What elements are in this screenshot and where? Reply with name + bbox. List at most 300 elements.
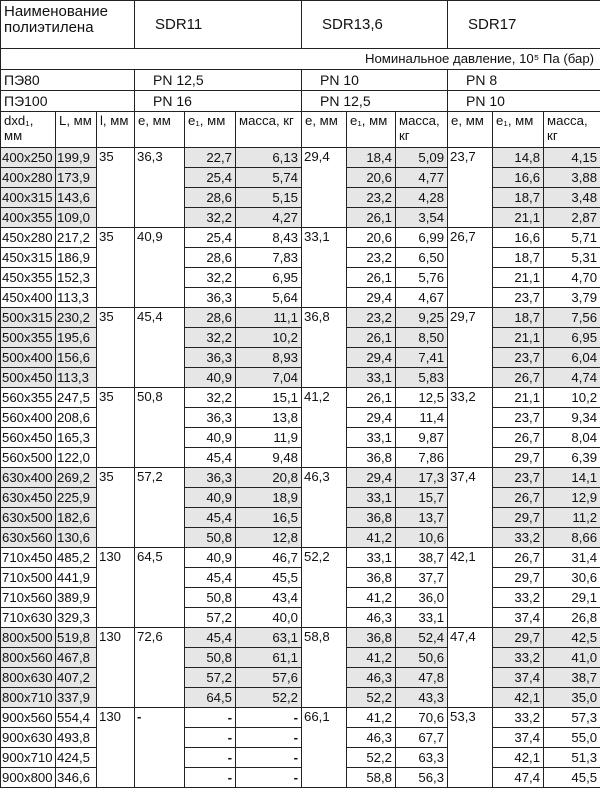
table-cell: 29,4 xyxy=(347,348,396,368)
table-cell: 61,1 xyxy=(236,648,302,668)
table-cell: 12,9 xyxy=(544,488,600,508)
table-cell: 560x450 xyxy=(1,428,56,448)
table-cell: 18,9 xyxy=(236,488,302,508)
table-cell: 40,0 xyxy=(236,608,302,628)
table-cell: 31,4 xyxy=(544,548,600,568)
table-cell: 46,3 xyxy=(347,608,396,628)
table-cell: 33,1 xyxy=(347,368,396,388)
table-cell: 33,2 xyxy=(493,708,544,728)
table-cell: 29,4 xyxy=(302,148,347,228)
column-header: масса, кг xyxy=(544,112,600,148)
table-cell: 25,4 xyxy=(185,168,236,188)
pe-name: ПЭ80 xyxy=(1,70,135,91)
table-cell: 28,6 xyxy=(185,248,236,268)
table-cell: 3,88 xyxy=(544,168,600,188)
table-cell: 630x500 xyxy=(1,508,56,528)
pe80-row xyxy=(1,70,600,91)
table-cell: - xyxy=(236,768,302,788)
table-cell: 389,9 xyxy=(56,588,97,608)
table-cell: 407,2 xyxy=(56,668,97,688)
table-cell: 182,6 xyxy=(56,508,97,528)
table-row xyxy=(1,568,600,588)
table-cell: 23,2 xyxy=(347,248,396,268)
table-cell: 247,5 xyxy=(56,388,97,408)
table-cell: 45,4 xyxy=(135,308,185,388)
table-row xyxy=(1,588,600,608)
table-cell: 143,6 xyxy=(56,188,97,208)
table-row xyxy=(1,548,600,568)
table-cell: 36,3 xyxy=(135,148,185,228)
table-cell: 199,9 xyxy=(56,148,97,168)
table-cell: 57,2 xyxy=(185,608,236,628)
table-cell: 195,6 xyxy=(56,328,97,348)
table-cell: - xyxy=(236,748,302,768)
column-header: масса, кг xyxy=(396,112,448,148)
table-cell: 450x315 xyxy=(1,248,56,268)
table-cell: 6,99 xyxy=(396,228,448,248)
pe-name: ПЭ100 xyxy=(1,91,135,112)
table-cell: 33,2 xyxy=(493,648,544,668)
table-cell: 15,1 xyxy=(236,388,302,408)
table-cell: 900x800 xyxy=(1,768,56,788)
table-cell: 50,8 xyxy=(185,648,236,668)
table-cell: 4,74 xyxy=(544,368,600,388)
table-cell: 32,2 xyxy=(185,388,236,408)
table-cell: 346,6 xyxy=(56,768,97,788)
table-cell: 7,83 xyxy=(236,248,302,268)
table-cell: 29,4 xyxy=(347,408,396,428)
table-row xyxy=(1,348,600,368)
table-cell: 18,7 xyxy=(493,188,544,208)
table-cell: 5,15 xyxy=(236,188,302,208)
table-row xyxy=(1,248,600,268)
table-cell: 38,7 xyxy=(396,548,448,568)
table-row xyxy=(1,208,600,228)
table-cell: 21,1 xyxy=(493,208,544,228)
table-cell: 450x400 xyxy=(1,288,56,308)
table-cell: 23,7 xyxy=(448,148,493,228)
table-row xyxy=(1,368,600,388)
table-cell: 8,43 xyxy=(236,228,302,248)
table-cell: 400x250 xyxy=(1,148,56,168)
table-cell: - xyxy=(185,708,236,728)
table-cell: 2,87 xyxy=(544,208,600,228)
table-cell: 36,8 xyxy=(347,448,396,468)
table-cell: 45,5 xyxy=(236,568,302,588)
table-cell: 7,56 xyxy=(544,308,600,328)
table-cell: 41,2 xyxy=(347,528,396,548)
table-cell: 560x355 xyxy=(1,388,56,408)
table-cell: 26,7 xyxy=(493,548,544,568)
pe-value: PN 12,5 xyxy=(135,70,302,91)
table-cell: 7,04 xyxy=(236,368,302,388)
table-cell: 450x355 xyxy=(1,268,56,288)
table-cell: 18,7 xyxy=(493,308,544,328)
table-cell: 5,83 xyxy=(396,368,448,388)
column-header-row xyxy=(1,112,600,148)
table-cell: 16,5 xyxy=(236,508,302,528)
table-cell: 400x280 xyxy=(1,168,56,188)
table-cell: 45,4 xyxy=(185,448,236,468)
table-cell: 41,2 xyxy=(302,388,347,468)
table-cell: 217,2 xyxy=(56,228,97,248)
table-cell: 36,8 xyxy=(347,568,396,588)
table-cell: 186,9 xyxy=(56,248,97,268)
table-cell: 23,7 xyxy=(493,468,544,488)
table-cell: 3,54 xyxy=(396,208,448,228)
table-cell: 26,7 xyxy=(493,368,544,388)
table-cell: 9,48 xyxy=(236,448,302,468)
table-row xyxy=(1,308,600,328)
table-cell: 554,4 xyxy=(56,708,97,728)
table-cell: 32,2 xyxy=(185,328,236,348)
table-cell: 21,1 xyxy=(493,388,544,408)
table-cell: 63,1 xyxy=(236,628,302,648)
table-cell: 500x400 xyxy=(1,348,56,368)
table-cell: 500x450 xyxy=(1,368,56,388)
table-cell: 3,48 xyxy=(544,188,600,208)
table-cell: 32,2 xyxy=(185,268,236,288)
table-row xyxy=(1,728,600,748)
table-cell: 467,8 xyxy=(56,648,97,668)
table-cell: 225,9 xyxy=(56,488,97,508)
column-header: e, мм xyxy=(448,112,493,148)
group-header-sdr11: SDR11 xyxy=(135,1,302,49)
table-cell: 113,3 xyxy=(56,368,97,388)
table-row xyxy=(1,688,600,708)
table-cell: 21,1 xyxy=(493,328,544,348)
table-cell: 38,7 xyxy=(544,668,600,688)
table-cell: 26,1 xyxy=(347,328,396,348)
table-row xyxy=(1,268,600,288)
table-cell: 29,7 xyxy=(448,308,493,388)
table-cell: 57,2 xyxy=(185,668,236,688)
table-cell: 10,2 xyxy=(236,328,302,348)
table-cell: 33,1 xyxy=(347,548,396,568)
table-cell: 6,95 xyxy=(236,268,302,288)
table-cell: 50,8 xyxy=(185,528,236,548)
table-cell: 800x630 xyxy=(1,668,56,688)
table-cell: 35 xyxy=(97,308,135,388)
table-cell: 37,4 xyxy=(493,608,544,628)
table-cell: 109,0 xyxy=(56,208,97,228)
table-cell: 35,0 xyxy=(544,688,600,708)
table-cell: 710x450 xyxy=(1,548,56,568)
table-cell: 41,2 xyxy=(347,708,396,728)
table-cell: 8,93 xyxy=(236,348,302,368)
table-cell: 67,7 xyxy=(396,728,448,748)
table-row xyxy=(1,188,600,208)
table-cell: 23,2 xyxy=(347,308,396,328)
table-cell: 493,8 xyxy=(56,728,97,748)
nominal-pressure-row xyxy=(1,49,600,70)
table-cell: 9,87 xyxy=(396,428,448,448)
table-cell: 45,4 xyxy=(185,508,236,528)
table-cell: 519,8 xyxy=(56,628,97,648)
table-cell: 152,3 xyxy=(56,268,97,288)
table-cell: 33,2 xyxy=(493,588,544,608)
table-cell: 29,1 xyxy=(544,588,600,608)
group-header-sdr17: SDR17 xyxy=(448,1,600,49)
table-cell: 50,8 xyxy=(185,588,236,608)
table-cell: 23,7 xyxy=(493,348,544,368)
table-cell: 20,6 xyxy=(347,168,396,188)
table-cell: 5,71 xyxy=(544,228,600,248)
table-row xyxy=(1,288,600,308)
table-row xyxy=(1,748,600,768)
table-cell: 900x630 xyxy=(1,728,56,748)
table-cell: 710x500 xyxy=(1,568,56,588)
table-cell: 800x500 xyxy=(1,628,56,648)
table-cell: 130 xyxy=(97,548,135,628)
table-cell: 21,1 xyxy=(493,268,544,288)
table-cell: 710x560 xyxy=(1,588,56,608)
table-cell: 26,7 xyxy=(448,228,493,308)
pe-value: PN 8 xyxy=(448,70,600,91)
table-cell: 46,3 xyxy=(347,668,396,688)
column-header: масса, кг xyxy=(236,112,302,148)
table-cell: 23,7 xyxy=(493,288,544,308)
table-cell: 26,1 xyxy=(347,388,396,408)
column-header: dxd₁, мм xyxy=(1,112,56,148)
column-header: e, мм xyxy=(135,112,185,148)
polyethylene-name-header: Наименование полиэтилена xyxy=(1,1,135,49)
table-cell: 11,9 xyxy=(236,428,302,448)
table-row xyxy=(1,388,600,408)
table-cell: 36,3 xyxy=(185,288,236,308)
table-cell: 7,41 xyxy=(396,348,448,368)
table-cell: 22,7 xyxy=(185,148,236,168)
table-cell: 40,9 xyxy=(185,548,236,568)
table-cell: 26,7 xyxy=(493,488,544,508)
table-cell: 9,34 xyxy=(544,408,600,428)
table-row xyxy=(1,488,600,508)
table-cell: - xyxy=(236,708,302,728)
table-cell: 28,6 xyxy=(185,308,236,328)
pe100-row xyxy=(1,91,600,112)
table-cell: 11,4 xyxy=(396,408,448,428)
table-cell: 16,6 xyxy=(493,168,544,188)
table-cell: 8,66 xyxy=(544,528,600,548)
table-cell: 122,0 xyxy=(56,448,97,468)
table-cell: 6,50 xyxy=(396,248,448,268)
table-row xyxy=(1,648,600,668)
table-cell: 10,6 xyxy=(396,528,448,548)
table-cell: 424,5 xyxy=(56,748,97,768)
table-cell: 35 xyxy=(97,468,135,548)
table-cell: 900x710 xyxy=(1,748,56,768)
table-cell: 20,6 xyxy=(347,228,396,248)
table-cell: 173,9 xyxy=(56,168,97,188)
column-header: e₁, мм xyxy=(185,112,236,148)
table-cell: 45,4 xyxy=(185,628,236,648)
table-cell: 800x560 xyxy=(1,648,56,668)
table-row xyxy=(1,508,600,528)
table-cell: 51,3 xyxy=(544,748,600,768)
table-cell: 450x280 xyxy=(1,228,56,248)
table-cell: 26,7 xyxy=(493,428,544,448)
table-row xyxy=(1,668,600,688)
table-cell: 269,2 xyxy=(56,468,97,488)
table-cell: 53,3 xyxy=(448,708,493,788)
table-cell: 41,2 xyxy=(347,588,396,608)
table-cell: 3,79 xyxy=(544,288,600,308)
table-cell: 25,4 xyxy=(185,228,236,248)
table-cell: 5,76 xyxy=(396,268,448,288)
table-cell: 46,7 xyxy=(236,548,302,568)
table-cell: - xyxy=(236,728,302,748)
table-cell: 17,3 xyxy=(396,468,448,488)
table-cell: 900x560 xyxy=(1,708,56,728)
table-cell: 113,3 xyxy=(56,288,97,308)
table-cell: 41,0 xyxy=(544,648,600,668)
table-cell: 400x315 xyxy=(1,188,56,208)
table-cell: 6,39 xyxy=(544,448,600,468)
column-header: e, мм xyxy=(302,112,347,148)
table-cell: 15,7 xyxy=(396,488,448,508)
table-cell: - xyxy=(185,748,236,768)
table-cell: 37,4 xyxy=(493,668,544,688)
table-cell: 4,15 xyxy=(544,148,600,168)
table-cell: 46,3 xyxy=(347,728,396,748)
table-cell: 57,3 xyxy=(544,708,600,728)
table-cell: 4,27 xyxy=(236,208,302,228)
table-cell: 18,4 xyxy=(347,148,396,168)
table-cell: 13,8 xyxy=(236,408,302,428)
pe-value: PN 10 xyxy=(302,70,448,91)
table-cell: 5,64 xyxy=(236,288,302,308)
table-cell: 337,9 xyxy=(56,688,97,708)
table-body xyxy=(1,1,600,788)
table-cell: 63,3 xyxy=(396,748,448,768)
table-cell: 4,70 xyxy=(544,268,600,288)
table-cell: 23,2 xyxy=(347,188,396,208)
table-cell: 29,7 xyxy=(493,628,544,648)
table-cell: 43,3 xyxy=(396,688,448,708)
nominal-pressure-label: Номинальное давление, 10⁵ Па (бар) xyxy=(1,49,600,70)
table-cell: - xyxy=(185,728,236,748)
table-cell: 26,1 xyxy=(347,208,396,228)
table-cell: 230,2 xyxy=(56,308,97,328)
table-row xyxy=(1,708,600,728)
table-cell: 45,4 xyxy=(185,568,236,588)
table-cell: 130 xyxy=(97,708,135,788)
table-cell: 156,6 xyxy=(56,348,97,368)
table-cell: 13,7 xyxy=(396,508,448,528)
table-cell: - xyxy=(185,768,236,788)
table-cell: 560x500 xyxy=(1,448,56,468)
table-cell: 5,74 xyxy=(236,168,302,188)
table-cell: 36,8 xyxy=(302,308,347,388)
table-cell: 33,1 xyxy=(302,228,347,308)
pe-value: PN 12,5 xyxy=(302,91,448,112)
table-cell: 630x560 xyxy=(1,528,56,548)
table-cell: 40,9 xyxy=(185,488,236,508)
table-cell: 42,1 xyxy=(448,548,493,628)
table-cell: 800x710 xyxy=(1,688,56,708)
table-cell: 5,09 xyxy=(396,148,448,168)
table-cell: 6,95 xyxy=(544,328,600,348)
table-cell: 35 xyxy=(97,388,135,468)
table-cell: 500x355 xyxy=(1,328,56,348)
table-cell: 500x315 xyxy=(1,308,56,328)
table-cell: 66,1 xyxy=(302,708,347,788)
table-cell: 329,3 xyxy=(56,608,97,628)
table-cell: 32,2 xyxy=(185,208,236,228)
table-cell: 47,4 xyxy=(493,768,544,788)
table-cell: 130,6 xyxy=(56,528,97,548)
table-row xyxy=(1,528,600,548)
column-header: e₁, мм xyxy=(347,112,396,148)
table-cell: 26,8 xyxy=(544,608,600,628)
table-cell: 28,6 xyxy=(185,188,236,208)
table-cell: 29,7 xyxy=(493,508,544,528)
table-cell: 64,5 xyxy=(135,548,185,628)
group-header-sdr13-6: SDR13,6 xyxy=(302,1,448,49)
table-cell: 42,1 xyxy=(493,748,544,768)
table-cell: 57,2 xyxy=(135,468,185,548)
table-cell: 18,7 xyxy=(493,248,544,268)
table-cell: 35 xyxy=(97,148,135,228)
table-cell: - xyxy=(135,708,185,788)
table-row xyxy=(1,408,600,428)
table-cell: 208,6 xyxy=(56,408,97,428)
table-cell: 52,2 xyxy=(347,688,396,708)
table-cell: 14,8 xyxy=(493,148,544,168)
table-cell: 9,25 xyxy=(396,308,448,328)
table-cell: 42,5 xyxy=(544,628,600,648)
table-cell: 57,6 xyxy=(236,668,302,688)
table-cell: 165,3 xyxy=(56,428,97,448)
table-cell: 52,2 xyxy=(236,688,302,708)
table-row xyxy=(1,628,600,648)
table-cell: 56,3 xyxy=(396,768,448,788)
column-header: l, мм xyxy=(97,112,135,148)
table-cell: 12,5 xyxy=(396,388,448,408)
table-row xyxy=(1,148,600,168)
table-row xyxy=(1,468,600,488)
table-cell: 64,5 xyxy=(185,688,236,708)
table-row xyxy=(1,228,600,248)
table-cell: 58,8 xyxy=(347,768,396,788)
table-cell: 36,3 xyxy=(185,348,236,368)
table-cell: 8,04 xyxy=(544,428,600,448)
table-cell: 33,1 xyxy=(347,428,396,448)
table-cell: 560x400 xyxy=(1,408,56,428)
table-cell: 37,4 xyxy=(448,468,493,548)
table-cell: 23,7 xyxy=(493,408,544,428)
table-cell: 52,2 xyxy=(302,548,347,628)
table-cell: 4,28 xyxy=(396,188,448,208)
table-row xyxy=(1,768,600,788)
table-cell: 37,7 xyxy=(396,568,448,588)
header-row xyxy=(1,1,600,49)
table-cell: 36,0 xyxy=(396,588,448,608)
table-cell: 40,9 xyxy=(135,228,185,308)
table-cell: 52,4 xyxy=(396,628,448,648)
column-header: e₁, мм xyxy=(493,112,544,148)
table-cell: 45,5 xyxy=(544,768,600,788)
table-cell: 11,1 xyxy=(236,308,302,328)
table-cell: 29,4 xyxy=(347,468,396,488)
table-cell: 33,2 xyxy=(448,388,493,468)
table-cell: 33,1 xyxy=(396,608,448,628)
table-cell: 36,8 xyxy=(347,628,396,648)
table-cell: 52,2 xyxy=(347,748,396,768)
table-cell: 5,31 xyxy=(544,248,600,268)
table-cell: 7,86 xyxy=(396,448,448,468)
table-cell: 130 xyxy=(97,628,135,708)
